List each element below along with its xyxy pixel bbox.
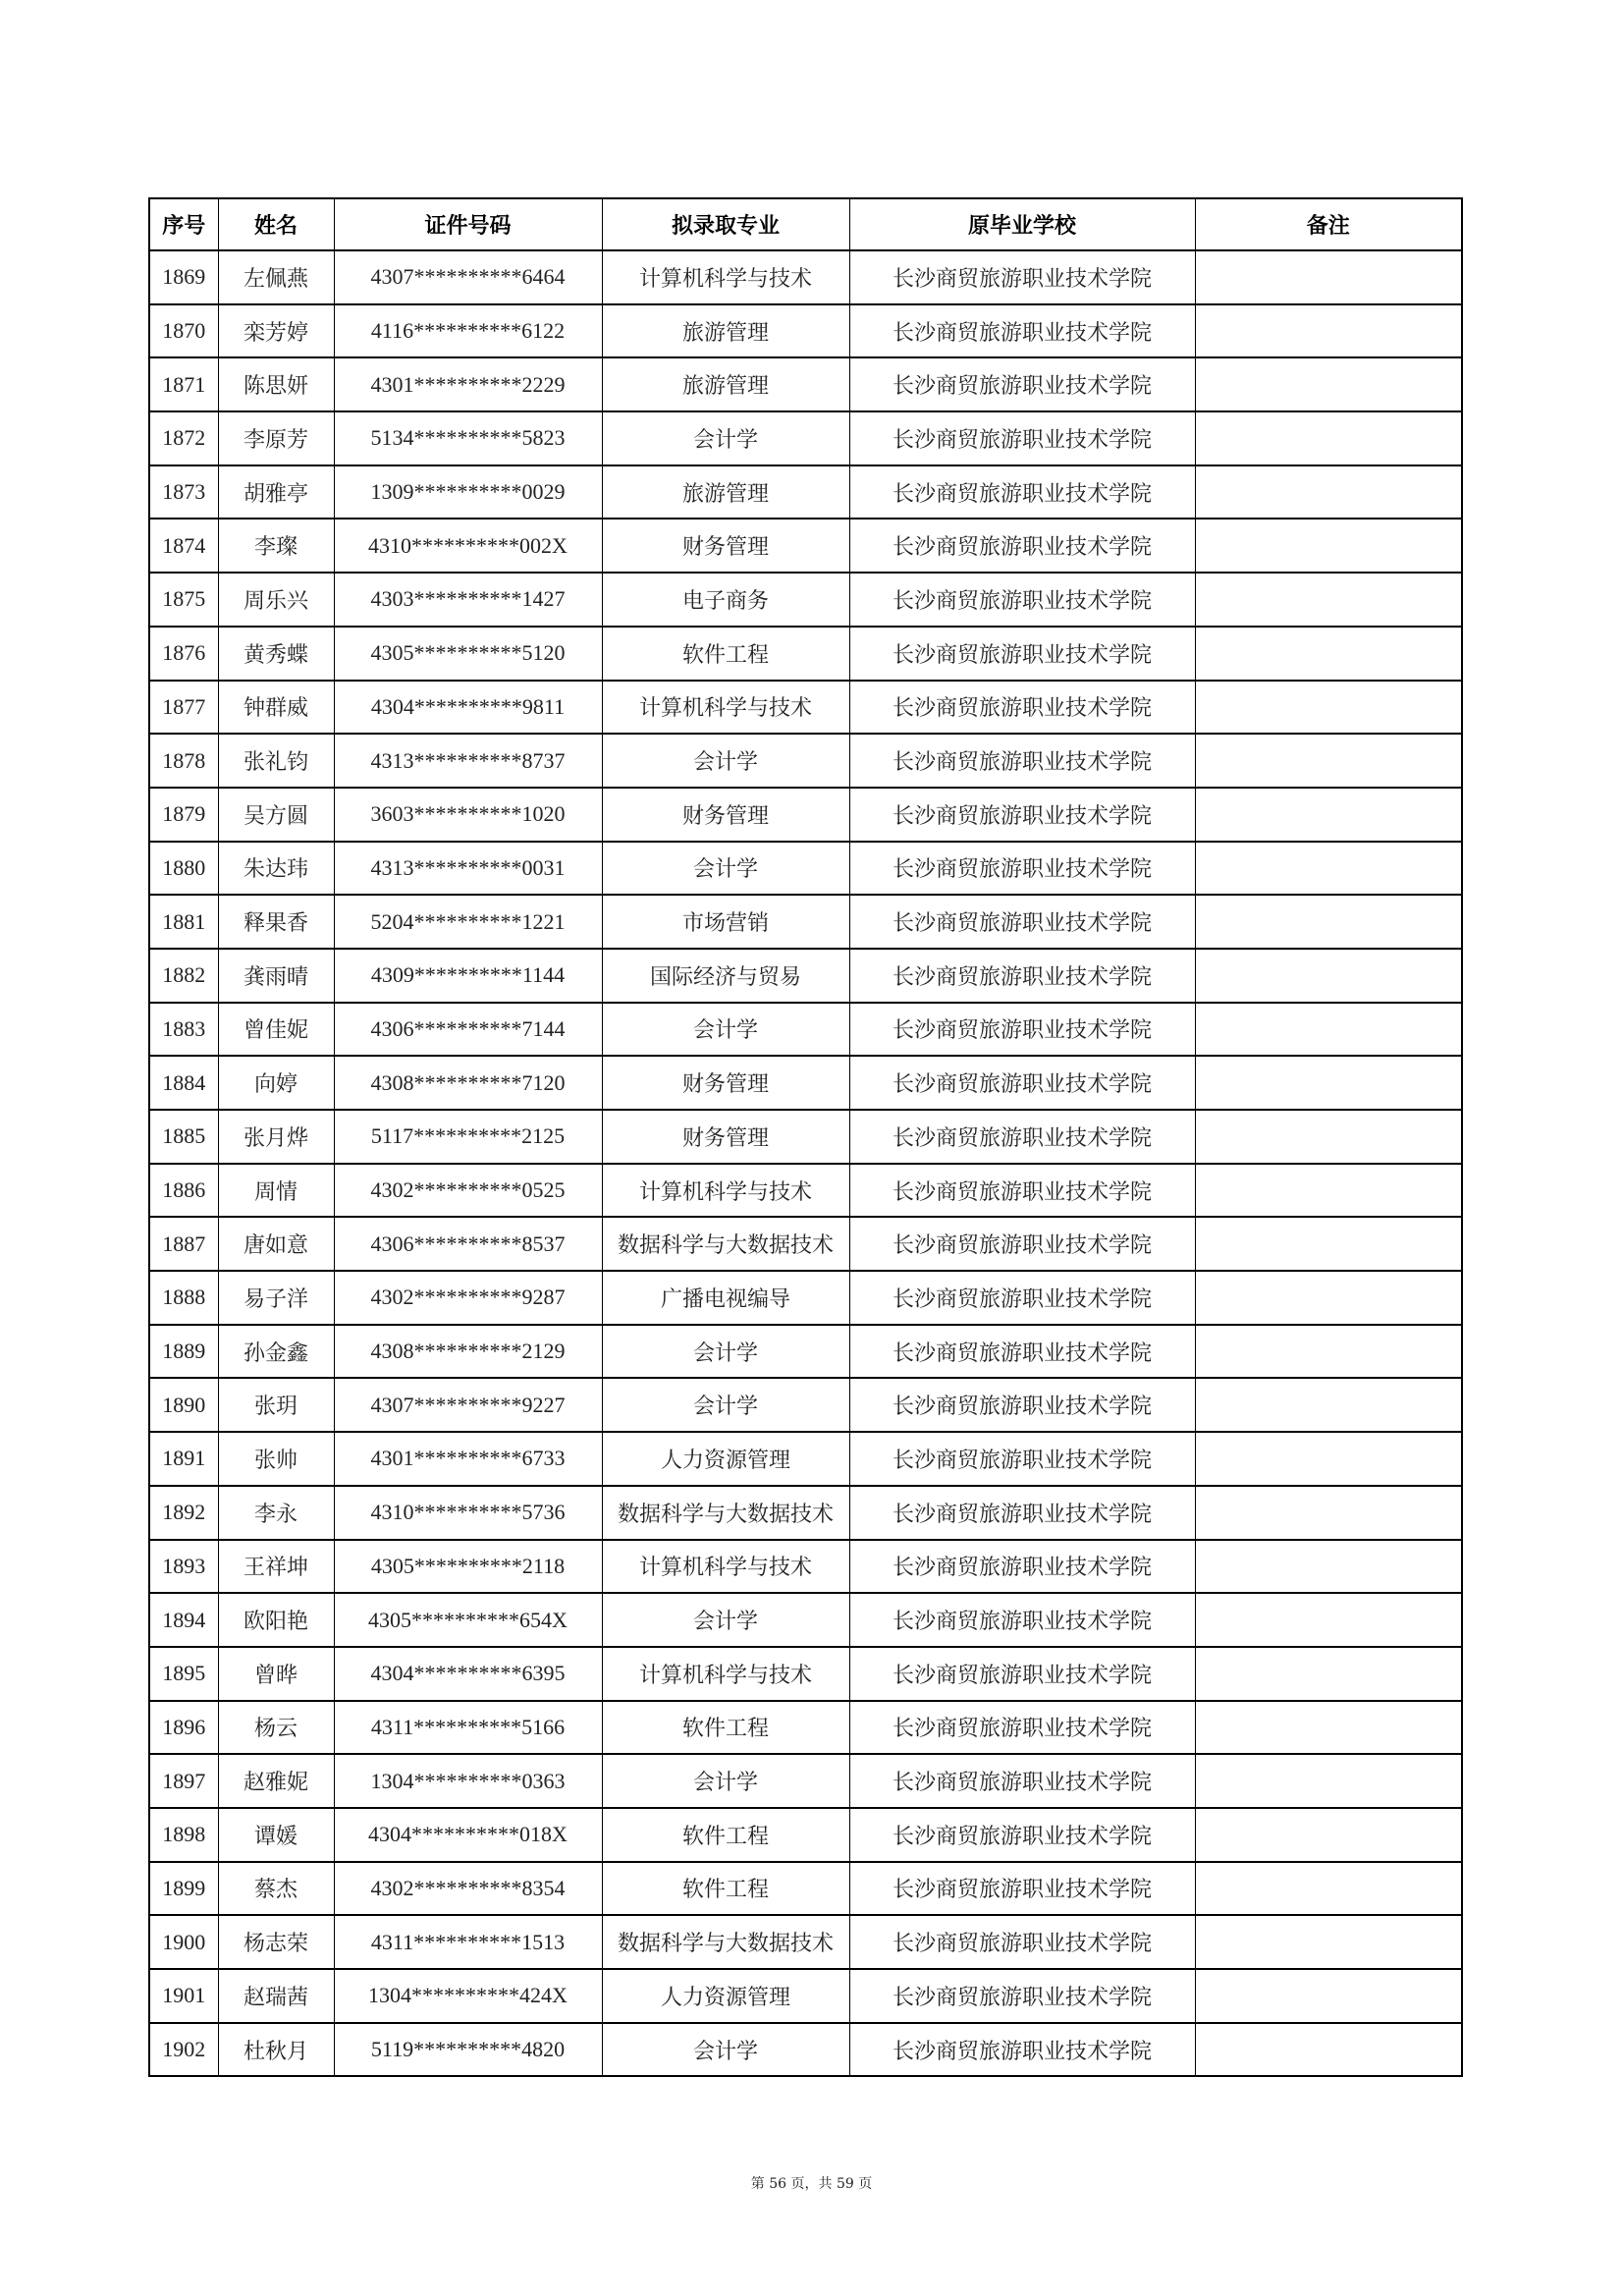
cell-serial-number: 1899 — [149, 1862, 218, 1916]
cell-id-number: 4305**********654X — [334, 1593, 602, 1647]
cell-remarks — [1195, 465, 1462, 519]
cell-id-number: 3603**********1020 — [334, 788, 602, 842]
cell-previous-school: 长沙商贸旅游职业技术学院 — [849, 304, 1195, 358]
cell-id-number: 4310**********002X — [334, 519, 602, 573]
cell-remarks — [1195, 1325, 1462, 1379]
cell-admitted-major: 旅游管理 — [602, 304, 849, 358]
cell-serial-number: 1874 — [149, 519, 218, 573]
cell-id-number: 4306**********8537 — [334, 1217, 602, 1271]
cell-id-number: 1304**********424X — [334, 1969, 602, 2023]
cell-previous-school: 长沙商贸旅游职业技术学院 — [849, 1271, 1195, 1325]
cell-id-number: 4309**********1144 — [334, 949, 602, 1003]
cell-remarks — [1195, 1862, 1462, 1916]
cell-admitted-major: 软件工程 — [602, 1808, 849, 1862]
cell-name: 曾晔 — [218, 1647, 334, 1701]
cell-remarks — [1195, 1701, 1462, 1755]
cell-admitted-major: 国际经济与贸易 — [602, 949, 849, 1003]
admission-roster-table — [148, 197, 1463, 2077]
cell-serial-number: 1870 — [149, 304, 218, 358]
cell-admitted-major: 财务管理 — [602, 788, 849, 842]
table-row — [149, 1110, 1462, 1164]
header-previous-school: 原毕业学校 — [849, 198, 1195, 250]
cell-previous-school: 长沙商贸旅游职业技术学院 — [849, 573, 1195, 627]
cell-name: 赵雅妮 — [218, 1754, 334, 1808]
cell-admitted-major: 会计学 — [602, 1325, 849, 1379]
cell-name: 左佩燕 — [218, 250, 334, 304]
table-row — [149, 734, 1462, 788]
cell-previous-school: 长沙商贸旅游职业技术学院 — [849, 519, 1195, 573]
cell-remarks — [1195, 250, 1462, 304]
header-remarks: 备注 — [1195, 198, 1462, 250]
cell-remarks — [1195, 411, 1462, 465]
cell-previous-school: 长沙商贸旅游职业技术学院 — [849, 627, 1195, 681]
cell-id-number: 4304**********018X — [334, 1808, 602, 1862]
cell-previous-school: 长沙商贸旅游职业技术学院 — [849, 1325, 1195, 1379]
cell-serial-number: 1886 — [149, 1164, 218, 1218]
cell-serial-number: 1900 — [149, 1915, 218, 1969]
cell-previous-school: 长沙商贸旅游职业技术学院 — [849, 1915, 1195, 1969]
cell-previous-school: 长沙商贸旅游职业技术学院 — [849, 681, 1195, 735]
table-row — [149, 1432, 1462, 1486]
table-row — [149, 1540, 1462, 1594]
cell-admitted-major: 会计学 — [602, 842, 849, 896]
header-serial-number: 序号 — [149, 198, 218, 250]
cell-admitted-major: 会计学 — [602, 734, 849, 788]
cell-serial-number: 1872 — [149, 411, 218, 465]
cell-name: 张礼钧 — [218, 734, 334, 788]
table-row — [149, 411, 1462, 465]
table-row — [149, 1486, 1462, 1540]
cell-previous-school: 长沙商贸旅游职业技术学院 — [849, 949, 1195, 1003]
table-row — [149, 895, 1462, 949]
table-row — [149, 949, 1462, 1003]
cell-id-number: 5134**********5823 — [334, 411, 602, 465]
page-number-footer: 第 56 页，共 59 页 — [750, 2176, 873, 2192]
cell-name: 龚雨晴 — [218, 949, 334, 1003]
table-row — [149, 1915, 1462, 1969]
cell-remarks — [1195, 573, 1462, 627]
cell-serial-number: 1890 — [149, 1378, 218, 1432]
cell-admitted-major: 计算机科学与技术 — [602, 1164, 849, 1218]
cell-admitted-major: 数据科学与大数据技术 — [602, 1486, 849, 1540]
table-row — [149, 1271, 1462, 1325]
cell-previous-school: 长沙商贸旅游职业技术学院 — [849, 1486, 1195, 1540]
table-row — [149, 519, 1462, 573]
cell-serial-number: 1869 — [149, 250, 218, 304]
cell-name: 陈思妍 — [218, 357, 334, 411]
cell-previous-school: 长沙商贸旅游职业技术学院 — [849, 1808, 1195, 1862]
cell-remarks — [1195, 357, 1462, 411]
cell-remarks — [1195, 1164, 1462, 1218]
cell-admitted-major: 财务管理 — [602, 1110, 849, 1164]
cell-serial-number: 1889 — [149, 1325, 218, 1379]
cell-serial-number: 1873 — [149, 465, 218, 519]
table-row — [149, 1325, 1462, 1379]
cell-serial-number: 1896 — [149, 1701, 218, 1755]
cell-id-number: 4302**********9287 — [334, 1271, 602, 1325]
cell-admitted-major: 会计学 — [602, 2023, 849, 2077]
cell-admitted-major: 广播电视编导 — [602, 1271, 849, 1325]
cell-previous-school: 长沙商贸旅游职业技术学院 — [849, 1164, 1195, 1218]
cell-name: 唐如意 — [218, 1217, 334, 1271]
cell-remarks — [1195, 1969, 1462, 2023]
cell-serial-number: 1877 — [149, 681, 218, 735]
cell-id-number: 4305**********5120 — [334, 627, 602, 681]
cell-previous-school: 长沙商贸旅游职业技术学院 — [849, 250, 1195, 304]
cell-serial-number: 1888 — [149, 1271, 218, 1325]
cell-previous-school: 长沙商贸旅游职业技术学院 — [849, 1003, 1195, 1057]
cell-id-number: 5119**********4820 — [334, 2023, 602, 2077]
cell-previous-school: 长沙商贸旅游职业技术学院 — [849, 734, 1195, 788]
cell-remarks — [1195, 304, 1462, 358]
cell-previous-school: 长沙商贸旅游职业技术学院 — [849, 1056, 1195, 1110]
cell-id-number: 4306**********7144 — [334, 1003, 602, 1057]
cell-admitted-major: 计算机科学与技术 — [602, 681, 849, 735]
cell-id-number: 4313**********0031 — [334, 842, 602, 896]
table-row — [149, 465, 1462, 519]
cell-id-number: 4313**********8737 — [334, 734, 602, 788]
table-row — [149, 1969, 1462, 2023]
cell-name: 吴方圆 — [218, 788, 334, 842]
cell-previous-school: 长沙商贸旅游职业技术学院 — [849, 895, 1195, 949]
cell-admitted-major: 软件工程 — [602, 1701, 849, 1755]
cell-serial-number: 1892 — [149, 1486, 218, 1540]
cell-name: 释果香 — [218, 895, 334, 949]
cell-serial-number: 1871 — [149, 357, 218, 411]
table-row — [149, 1164, 1462, 1218]
cell-remarks — [1195, 949, 1462, 1003]
cell-name: 向婷 — [218, 1056, 334, 1110]
cell-name: 杨志荣 — [218, 1915, 334, 1969]
cell-previous-school: 长沙商贸旅游职业技术学院 — [849, 1647, 1195, 1701]
cell-name: 王祥坤 — [218, 1540, 334, 1594]
cell-id-number: 5117**********2125 — [334, 1110, 602, 1164]
cell-remarks — [1195, 1915, 1462, 1969]
cell-serial-number: 1902 — [149, 2023, 218, 2077]
cell-name: 欧阳艳 — [218, 1593, 334, 1647]
cell-serial-number: 1878 — [149, 734, 218, 788]
cell-previous-school: 长沙商贸旅游职业技术学院 — [849, 1754, 1195, 1808]
cell-previous-school: 长沙商贸旅游职业技术学院 — [849, 1110, 1195, 1164]
cell-remarks — [1195, 1593, 1462, 1647]
cell-id-number: 4307**********9227 — [334, 1378, 602, 1432]
cell-name: 李璨 — [218, 519, 334, 573]
cell-id-number: 4308**********7120 — [334, 1056, 602, 1110]
cell-serial-number: 1898 — [149, 1808, 218, 1862]
cell-name: 蔡杰 — [218, 1862, 334, 1916]
cell-admitted-major: 数据科学与大数据技术 — [602, 1915, 849, 1969]
cell-id-number: 4310**********5736 — [334, 1486, 602, 1540]
cell-name: 赵瑞茜 — [218, 1969, 334, 2023]
cell-remarks — [1195, 1056, 1462, 1110]
cell-previous-school: 长沙商贸旅游职业技术学院 — [849, 1862, 1195, 1916]
cell-id-number: 4301**********2229 — [334, 357, 602, 411]
cell-previous-school: 长沙商贸旅游职业技术学院 — [849, 788, 1195, 842]
cell-id-number: 4304**********9811 — [334, 681, 602, 735]
cell-id-number: 4307**********6464 — [334, 250, 602, 304]
cell-remarks — [1195, 1003, 1462, 1057]
cell-remarks — [1195, 1647, 1462, 1701]
cell-previous-school: 长沙商贸旅游职业技术学院 — [849, 1969, 1195, 2023]
table-row — [149, 2023, 1462, 2077]
cell-previous-school: 长沙商贸旅游职业技术学院 — [849, 1378, 1195, 1432]
cell-id-number: 4302**********0525 — [334, 1164, 602, 1218]
cell-previous-school: 长沙商贸旅游职业技术学院 — [849, 1432, 1195, 1486]
table-row — [149, 1808, 1462, 1862]
table-row — [149, 842, 1462, 896]
cell-name: 杜秋月 — [218, 2023, 334, 2077]
table-row — [149, 1754, 1462, 1808]
table-row — [149, 1003, 1462, 1057]
cell-admitted-major: 软件工程 — [602, 627, 849, 681]
cell-name: 易子洋 — [218, 1271, 334, 1325]
cell-admitted-major: 财务管理 — [602, 519, 849, 573]
cell-serial-number: 1883 — [149, 1003, 218, 1057]
cell-name: 孙金鑫 — [218, 1325, 334, 1379]
cell-previous-school: 长沙商贸旅游职业技术学院 — [849, 1701, 1195, 1755]
cell-admitted-major: 数据科学与大数据技术 — [602, 1217, 849, 1271]
cell-remarks — [1195, 1754, 1462, 1808]
cell-admitted-major: 计算机科学与技术 — [602, 1647, 849, 1701]
cell-id-number: 4302**********8354 — [334, 1862, 602, 1916]
cell-name: 杨云 — [218, 1701, 334, 1755]
cell-name: 曾佳妮 — [218, 1003, 334, 1057]
cell-name: 张月烨 — [218, 1110, 334, 1164]
table-row — [149, 250, 1462, 304]
cell-id-number: 4311**********5166 — [334, 1701, 602, 1755]
table-row — [149, 1217, 1462, 1271]
cell-previous-school: 长沙商贸旅游职业技术学院 — [849, 411, 1195, 465]
cell-remarks — [1195, 1378, 1462, 1432]
cell-admitted-major: 会计学 — [602, 411, 849, 465]
cell-previous-school: 长沙商贸旅游职业技术学院 — [849, 1593, 1195, 1647]
cell-admitted-major: 市场营销 — [602, 895, 849, 949]
cell-remarks — [1195, 895, 1462, 949]
cell-name: 周乐兴 — [218, 573, 334, 627]
cell-id-number: 4311**********1513 — [334, 1915, 602, 1969]
cell-remarks — [1195, 1271, 1462, 1325]
cell-previous-school: 长沙商贸旅游职业技术学院 — [849, 1217, 1195, 1271]
cell-previous-school: 长沙商贸旅游职业技术学院 — [849, 2023, 1195, 2077]
cell-serial-number: 1891 — [149, 1432, 218, 1486]
table-row — [149, 1647, 1462, 1701]
cell-name: 朱达玮 — [218, 842, 334, 896]
cell-name: 胡雅亭 — [218, 465, 334, 519]
header-id-number: 证件号码 — [334, 198, 602, 250]
cell-name: 谭媛 — [218, 1808, 334, 1862]
table-row — [149, 1378, 1462, 1432]
cell-remarks — [1195, 2023, 1462, 2077]
cell-name: 张帅 — [218, 1432, 334, 1486]
table-row — [149, 357, 1462, 411]
cell-name: 周情 — [218, 1164, 334, 1218]
cell-name: 李原芳 — [218, 411, 334, 465]
cell-serial-number: 1876 — [149, 627, 218, 681]
cell-remarks — [1195, 681, 1462, 735]
cell-id-number: 4305**********2118 — [334, 1540, 602, 1594]
table-row — [149, 1701, 1462, 1755]
cell-remarks — [1195, 1432, 1462, 1486]
cell-remarks — [1195, 788, 1462, 842]
cell-remarks — [1195, 627, 1462, 681]
header-admitted-major: 拟录取专业 — [602, 198, 849, 250]
cell-id-number: 1309**********0029 — [334, 465, 602, 519]
cell-name: 李永 — [218, 1486, 334, 1540]
cell-serial-number: 1882 — [149, 949, 218, 1003]
header-name: 姓名 — [218, 198, 334, 250]
cell-admitted-major: 会计学 — [602, 1003, 849, 1057]
cell-serial-number: 1894 — [149, 1593, 218, 1647]
cell-serial-number: 1879 — [149, 788, 218, 842]
cell-admitted-major: 人力资源管理 — [602, 1969, 849, 2023]
cell-id-number: 4303**********1427 — [334, 573, 602, 627]
cell-serial-number: 1885 — [149, 1110, 218, 1164]
cell-remarks — [1195, 1486, 1462, 1540]
cell-admitted-major: 电子商务 — [602, 573, 849, 627]
cell-remarks — [1195, 519, 1462, 573]
cell-serial-number: 1897 — [149, 1754, 218, 1808]
cell-admitted-major: 软件工程 — [602, 1862, 849, 1916]
cell-name: 黄秀蝶 — [218, 627, 334, 681]
table-header-row — [149, 198, 1462, 250]
cell-serial-number: 1884 — [149, 1056, 218, 1110]
cell-name: 张玥 — [218, 1378, 334, 1432]
table-row — [149, 1862, 1462, 1916]
cell-admitted-major: 会计学 — [602, 1378, 849, 1432]
cell-serial-number: 1893 — [149, 1540, 218, 1594]
cell-serial-number: 1881 — [149, 895, 218, 949]
cell-name: 钟群威 — [218, 681, 334, 735]
cell-serial-number: 1875 — [149, 573, 218, 627]
cell-admitted-major: 计算机科学与技术 — [602, 250, 849, 304]
table-row — [149, 304, 1462, 358]
table-row — [149, 681, 1462, 735]
cell-remarks — [1195, 1540, 1462, 1594]
cell-serial-number: 1901 — [149, 1969, 218, 2023]
cell-remarks — [1195, 842, 1462, 896]
table-row — [149, 788, 1462, 842]
cell-remarks — [1195, 1217, 1462, 1271]
table-body — [149, 250, 1462, 2076]
cell-serial-number: 1887 — [149, 1217, 218, 1271]
cell-id-number: 4308**********2129 — [334, 1325, 602, 1379]
cell-id-number: 4301**********6733 — [334, 1432, 602, 1486]
cell-admitted-major: 旅游管理 — [602, 465, 849, 519]
cell-admitted-major: 会计学 — [602, 1593, 849, 1647]
cell-admitted-major: 财务管理 — [602, 1056, 849, 1110]
cell-remarks — [1195, 1110, 1462, 1164]
cell-previous-school: 长沙商贸旅游职业技术学院 — [849, 842, 1195, 896]
table-row — [149, 627, 1462, 681]
table-row — [149, 573, 1462, 627]
cell-remarks — [1195, 734, 1462, 788]
cell-id-number: 1304**********0363 — [334, 1754, 602, 1808]
cell-admitted-major: 会计学 — [602, 1754, 849, 1808]
cell-serial-number: 1880 — [149, 842, 218, 896]
cell-previous-school: 长沙商贸旅游职业技术学院 — [849, 357, 1195, 411]
table-row — [149, 1593, 1462, 1647]
cell-id-number: 5204**********1221 — [334, 895, 602, 949]
cell-id-number: 4304**********6395 — [334, 1647, 602, 1701]
cell-admitted-major: 旅游管理 — [602, 357, 849, 411]
cell-previous-school: 长沙商贸旅游职业技术学院 — [849, 465, 1195, 519]
cell-id-number: 4116**********6122 — [334, 304, 602, 358]
cell-remarks — [1195, 1808, 1462, 1862]
cell-admitted-major: 人力资源管理 — [602, 1432, 849, 1486]
cell-admitted-major: 计算机科学与技术 — [602, 1540, 849, 1594]
cell-previous-school: 长沙商贸旅游职业技术学院 — [849, 1540, 1195, 1594]
cell-serial-number: 1895 — [149, 1647, 218, 1701]
table-row — [149, 1056, 1462, 1110]
cell-name: 栾芳婷 — [218, 304, 334, 358]
